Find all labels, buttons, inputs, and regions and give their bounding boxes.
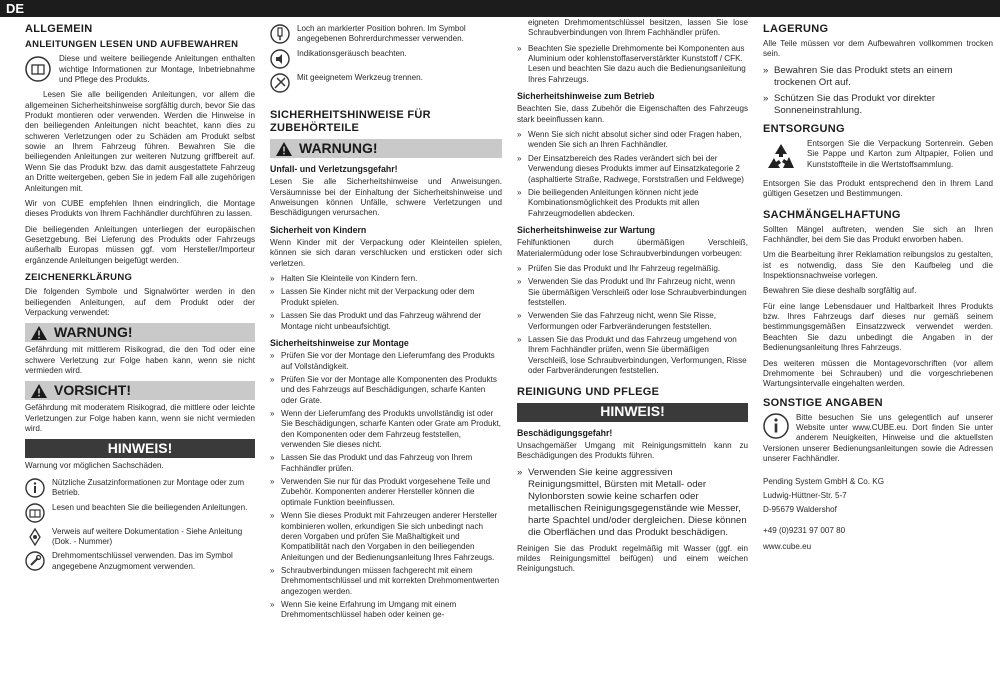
- paragraph-wartung: Fehlfunktionen durch übermäßigen Verschleiß, Materialermüdung oder lose Schraubverbindungen vorbeugen:: [517, 238, 748, 258]
- list-item: » Wenn Sie dieses Produkt mit Fahrzeugen anderer Hersteller kombinieren wollen, erkundigen Sie sich unbedingt nach deren Vorgaben und prüfen Sie Maßhaltigkeit und Kompatibilität nach den Vorgaben in den beiliegenden Anleitungen und der Bedienungsanleitung Ihres Fahrzeugs.: [270, 511, 502, 563]
- symbol-cut-text: Mit geeignetem Werkzeug trennen.: [297, 72, 423, 82]
- notice-bar: [25, 439, 255, 458]
- language-code: DE: [6, 1, 25, 16]
- paragraph-sonstige: Bitte besuchen Sie uns gelegentlich auf unserer Website unter www.CUBE.eu. Dort finden Sie unter anderem Neuigkeiten, Hinweise und die aktuellsten Versionen unserer Bedienungsanleitungen sowie die Adressen unserer Fachhändler.: [763, 412, 993, 464]
- symbol-info-text: Nützliche Zusatzinformationen zur Montage oder zum Betrieb.: [52, 477, 245, 498]
- paragraph-sach-5: Des weiteren müssen die Montagevorschriften (vor allem Drehmomente bei Schrauben) und die vorgeschriebenen Wartungsintervalle eingehalten werden.: [763, 358, 993, 389]
- notice-description: Warnung vor möglichen Sachschäden.: [25, 461, 164, 471]
- symbol-document-text: Verweis auf weitere Dokumentation - Siehe Anleitung (Dok. - Nummer): [52, 526, 243, 546]
- list-item: » Schützen Sie das Produkt vor direkter Sonneneinstrahlung.: [763, 93, 993, 117]
- symbol-sound: [270, 49, 502, 69]
- heading-kinder: Sicherheit von Kindern: [270, 224, 367, 235]
- torque-wrench-icon: [25, 551, 45, 571]
- list-item: » Lassen Sie das Produkt und das Fahrzeug von Ihrem Fachhändler prüfen.: [270, 453, 502, 474]
- warning-triangle-icon: [275, 141, 293, 157]
- heading-unfall: Unfall- und Verletzungsgefahr!: [270, 164, 398, 175]
- recycling-icon: [763, 141, 799, 177]
- paragraph-symbols: Die folgenden Symbole und Signalwörter werden in den beiliegenden Anleitungen, auf dem Produkt oder der Verpackung verwendet:: [25, 287, 255, 317]
- list-item: » Die beiliegenden Anleitungen können nicht jede Kombinationsmöglichkeit des Produkts mit allen Fahrzeugmodellen abdecken.: [517, 188, 748, 219]
- paragraph-sach-2: Um die Bearbeitung ihrer Reklamation reibungslos zu gestalten, ist es notwendig, dass Sie den Kaufbeleg und die Inspektionsnachweise vorlegen.: [763, 250, 993, 281]
- paragraph-entsorgung-icon: Entsorgen Sie die Verpackung Sortenrein. Geben Sie Pappe und Karton zum Altpapier, Folien und Kunststoffteile in die Wertstoffsammlung.: [807, 138, 993, 169]
- list-item: » Verwenden Sie keine aggressiven Reinigungsmittel, Bürsten mit Metall- oder Nylonborsten sowie keine scharfen oder metallischen Reinigungsgegenstände wie Messer, harte Spachtel und/oder dergleichen. Diese können die Oberflächen und das Produkt beschädigen.: [517, 467, 748, 539]
- list-item: » Halten Sie Kleinteile von Kindern fern.: [270, 274, 502, 284]
- symbol-info: [25, 478, 255, 499]
- heading-reinigung: REINIGUNG UND PFLEGE: [517, 385, 660, 398]
- caution-bar: [25, 381, 255, 400]
- symbol-drill: [270, 24, 502, 45]
- heading-montage: Sicherheitshinweise zur Montage: [270, 337, 409, 348]
- website-link[interactable]: www.cube.eu: [763, 541, 812, 551]
- warning-bar-accessories: [270, 139, 502, 158]
- paragraph-sach-3: Bewahren Sie diese deshalb sorgfältig auf.: [763, 286, 917, 296]
- symbol-read-text: Lesen und beachten Sie die beiliegenden Anleitungen.: [52, 502, 248, 512]
- paragraph-beschaedigung: Unsachgemäßer Umgang mit Reinigungsmitteln kann zu Beschädigungen des Produkts führen.: [517, 440, 748, 461]
- heading-allgemein: ALLGEMEIN: [25, 23, 93, 35]
- list-item: » Wenn Sie sich nicht absolut sicher sind oder Fragen haben, wenden Sie sich an Ihren Fachhändler.: [517, 130, 748, 151]
- symbol-document: [25, 527, 255, 548]
- heading-anleitungen: ANLEITUNGEN LESEN UND AUFBEWAHREN: [25, 39, 239, 51]
- list-item: » Beachten Sie spezielle Drehmomente bei Komponenten aus Aluminium oder kohlenstoffaserverstärkter Kunststoff / CFK. Lesen und beachten Sie dazu auch die Bedienungsanleitung Ihres Fahrzeugs.: [517, 44, 748, 85]
- caution-description: Gefährdung mit moderatem Risikograd, die mittlere oder leichte Verletzungen zur Folge haben kann, wenn sie nicht vermieden wird.: [25, 403, 255, 434]
- warning-bar: [25, 323, 255, 342]
- heading-sonstige: SONSTIGE ANGABEN: [763, 396, 883, 409]
- list-item: » Schraubverbindungen müssen fachgerecht mit einem Drehmomentschlüssel und mit korrekten Drehmomentwerten angezogen werden.: [270, 566, 502, 597]
- notice-label: HINWEIS!: [600, 403, 665, 420]
- list-wartung: [517, 264, 748, 377]
- language-header: [0, 0, 1000, 17]
- list-betrieb: [517, 130, 748, 219]
- info-icon: [763, 413, 789, 439]
- heading-sachmaengelhaftung: SACHMÄNGELHAFTUNG: [763, 208, 901, 221]
- list-item: » Lassen Sie Kinder nicht mit der Verpackung oder dem Produkt spielen.: [270, 287, 502, 308]
- column-1: [25, 20, 255, 576]
- intro-text: Diese und weitere beiliegende Anleitungen enthalten wichtige Informationen zur Montage, Inbetriebnahme und Pflege des Produkts.: [59, 54, 255, 84]
- symbol-drill-text: Loch an markierter Position bohren. Im Symbol angegebenen Bohrerdurchmesser verwenden.: [297, 24, 466, 44]
- heading-sicherheitshinweise: SICHERHEITSHINWEISE FÜR ZUBEHÖRTEILE: [270, 108, 431, 134]
- paragraph-lagerung: Alle Teile müssen vor dem Aufbewahren vollkommen trocken sein.: [763, 39, 993, 59]
- address-line: Pending System GmbH & Co. KG: [763, 476, 885, 486]
- list-item: » Bewahren Sie das Produkt stets an einem trockenen Ort auf.: [763, 65, 993, 89]
- paragraph-recommend: Wir von CUBE empfehlen Ihnen eindringlich, die Montage dieses Produkts von Ihrem Fachhändler durchführen zu lassen.: [25, 198, 255, 219]
- heading-betrieb: Sicherheitshinweise zum Betrieb: [517, 91, 655, 102]
- list-item: » Prüfen Sie vor der Montage alle Komponenten des Produkts und des Fahrzeugs auf Beschädigungen, scharfe Kanten oder Grate.: [270, 375, 502, 406]
- column-2: [270, 20, 502, 626]
- paragraph-betrieb: Beachten Sie, dass Zubehör die Eigenschaften des Fahrzeugs stark beeinflussen kann.: [517, 104, 748, 124]
- sound-indicator-icon: [270, 49, 290, 69]
- list-reinigung: [517, 467, 748, 539]
- paragraph-read-all: Lesen Sie alle beiligenden Anleitungen, vor allem die allgemeinen Sicherheitshinweise sorgfältig durch, bevor Sie das Produkt montieren oder verwenden. Werden die Hinweise in den beiliegenden Anleitungen nicht beachtet, kann dies zu schweren Verletzungen oder zu Schäden am Produkt selbst sowie an Ihrem Fahrzeug führen. Bewahren Sie die beiliegenden Anleitungen zur weiteren Nutzung griffbereit auf. Wenn Sie das Produkt bzw. das damit ausgestattete Fahrzeug an Dritte weitergeben, geben Sie in jedem Fall alle zugehörigen Anleitungen mit.: [25, 90, 255, 193]
- read-instructions-icon: [25, 503, 45, 523]
- paragraph-sach-4: Für eine lange Lebensdauer und Haltbarkeit Ihres Produkts bzw. Ihres Fahrzeugs darf dieses nur gemäß seinem bestimmungsgemäßen Einsatzzweck verwendet werden. Beachten Sie dazu unbedingt die Angaben in der Bedienungsanleitung Ihres Fahrzeugs.: [763, 301, 993, 353]
- list-lagerung: [763, 65, 993, 117]
- heading-wartung: Sicherheitshinweise zur Wartung: [517, 225, 656, 235]
- symbol-torque-text: Drehmomentschlüssel verwenden. Das im Symbol angegebene Anzugmoment verwenden.: [52, 551, 233, 571]
- paragraph-sach-1: Sollten Mängel auftreten, wenden Sie sich an Ihren Fachhändler, bei dem Sie das Produkt erworben haben.: [763, 224, 993, 244]
- caution-triangle-icon: [30, 383, 48, 399]
- info-icon: [25, 478, 45, 498]
- cutting-tool-icon: [270, 73, 290, 93]
- list-torque: [517, 44, 748, 85]
- notice-bar-cleaning: [517, 403, 748, 422]
- list-item: » Lassen Sie das Produkt und das Fahrzeug umgehend von Ihrem Fachhändler prüfen, wenn Sie übermäßigen Verschleiß, lose Schraubverbindungen, Verformungen, Risse oder Farbveränderungen feststellen.: [517, 335, 748, 376]
- list-montage: [270, 351, 502, 621]
- list-item: » Lassen Sie das Produkt und das Fahrzeug während der Montage nicht unbeaufsichtigt.: [270, 311, 502, 332]
- list-item: » Verwenden Sie nur für das Produkt vorgesehene Teile und Zubehör. Komponenten anderer Hersteller können die optimale Funktion beeinflussen.: [270, 477, 502, 508]
- drill-icon: [270, 24, 290, 44]
- address-line: D-95679 Waldershof: [763, 505, 837, 515]
- address-line: Ludwig-Hüttner-Str. 5-7: [763, 490, 847, 500]
- heading-zeichenerklaerung: ZEICHENERKLÄRUNG: [25, 272, 133, 284]
- read-manual-icon: [25, 56, 51, 82]
- heading-beschaedigung: Beschädigungsgefahr!: [517, 427, 613, 438]
- list-item: » Prüfen Sie das Produkt und Ihr Fahrzeug regelmäßig.: [517, 264, 748, 274]
- warning-triangle-icon: [30, 325, 48, 341]
- heading-entsorgung: ENTSORGUNG: [763, 122, 845, 135]
- symbol-torque: [25, 551, 255, 572]
- symbol-read: [25, 503, 255, 523]
- paragraph-entsorgung: Entsorgen Sie das Produkt entsprechend den in Ihrem Land gültigen Gesetzen und Bestimmungen.: [763, 178, 993, 199]
- list-item: » Prüfen Sie vor der Montage den Lieferumfang des Produkts auf Vollständigkeit.: [270, 351, 502, 372]
- symbol-cut: [270, 73, 502, 93]
- symbol-sound-text: Indikationsgeräusch beachten.: [297, 48, 407, 58]
- phone-number: +49 (0)9231 97 007 80: [763, 525, 846, 535]
- list-item: » Verwenden Sie das Produkt und Ihr Fahrzeug nicht, wenn Sie übermäßigen Verschleiß oder lose Schraubverbindungen feststellen.: [517, 277, 748, 308]
- paragraph-kinder: Wenn Kinder mit der Verpackung oder Kleinteilen spielen, können sie sich daran verschlucken und ersticken oder sich verletzen.: [270, 238, 502, 268]
- column-4: [763, 20, 993, 552]
- warning-description: Gefährdung mit mittlerem Risikograd, die den Tod oder eine schwere Verletzung zur Folge haben kann, wenn sie nicht vermieden wird.: [25, 345, 255, 376]
- paragraph-unfall: Lesen Sie alle Sicherheitshinweise und Anweisungen. Versäumnisse bei der Einhaltung der Sicherheitshinweise und Anweisungen können Unfälle, schwere Verletzungen und Beschädigungen verursachen.: [270, 177, 502, 218]
- paragraph-reinigen: Reinigen Sie das Produkt regelmäßig mit Wasser (ggf. ein mildes Reinigungsmittel beifügen) und einem weichen Reinigungstuch.: [517, 543, 748, 574]
- notice-label: HINWEIS!: [107, 440, 173, 456]
- heading-lagerung: LAGERUNG: [763, 23, 829, 35]
- list-item: » Verwenden Sie das Fahrzeug nicht, wenn Sie Risse, Verformungen oder Farbveränderungen feststellen.: [517, 311, 748, 332]
- paragraph-continued: eigneten Drehmomentschlüssel besitzen, lassen Sie lose Schraubverbindungen von Ihrem Fachhändler prüfen.: [528, 18, 748, 38]
- column-3: [517, 18, 748, 580]
- document-reference-icon: [25, 527, 45, 547]
- paragraph-legislation: Die beiliegenden Anleitungen unterliegen der europäischen Gesetzgebung. Bei Lieferung des Produkts oder Fahrzeugs außerhalb Europas müssen ggf. vom Hersteller/Importeur ergänzende Anleitungen beigefügt werden.: [25, 224, 255, 265]
- caution-label: VORSICHT!: [54, 381, 131, 398]
- warning-label: WARNUNG!: [299, 139, 378, 156]
- list-item: » Der Einsatzbereich des Rades verändert sich bei der Verwendung dieses Produkts immer auf Einsatzkategorie 2 (asphaltierte Straße, Radwege, Forststraßen und Feldwege): [517, 154, 748, 185]
- list-item: » Wenn Sie keine Erfahrung im Umgang mit einem Drehmomentschlüssel haben oder keinen ge-: [270, 600, 502, 621]
- list-kinder: [270, 274, 502, 332]
- company-address: [763, 477, 993, 516]
- warning-label: WARNUNG!: [54, 323, 133, 340]
- list-item: » Wenn der Lieferumfang des Produkts unvollständig ist oder Sie Beschädigungen, scharfe Kanten oder Grate am Produkt, den Komponenten oder dem Fahrzeug feststellen, verwenden Sie dieses nicht.: [270, 409, 502, 450]
